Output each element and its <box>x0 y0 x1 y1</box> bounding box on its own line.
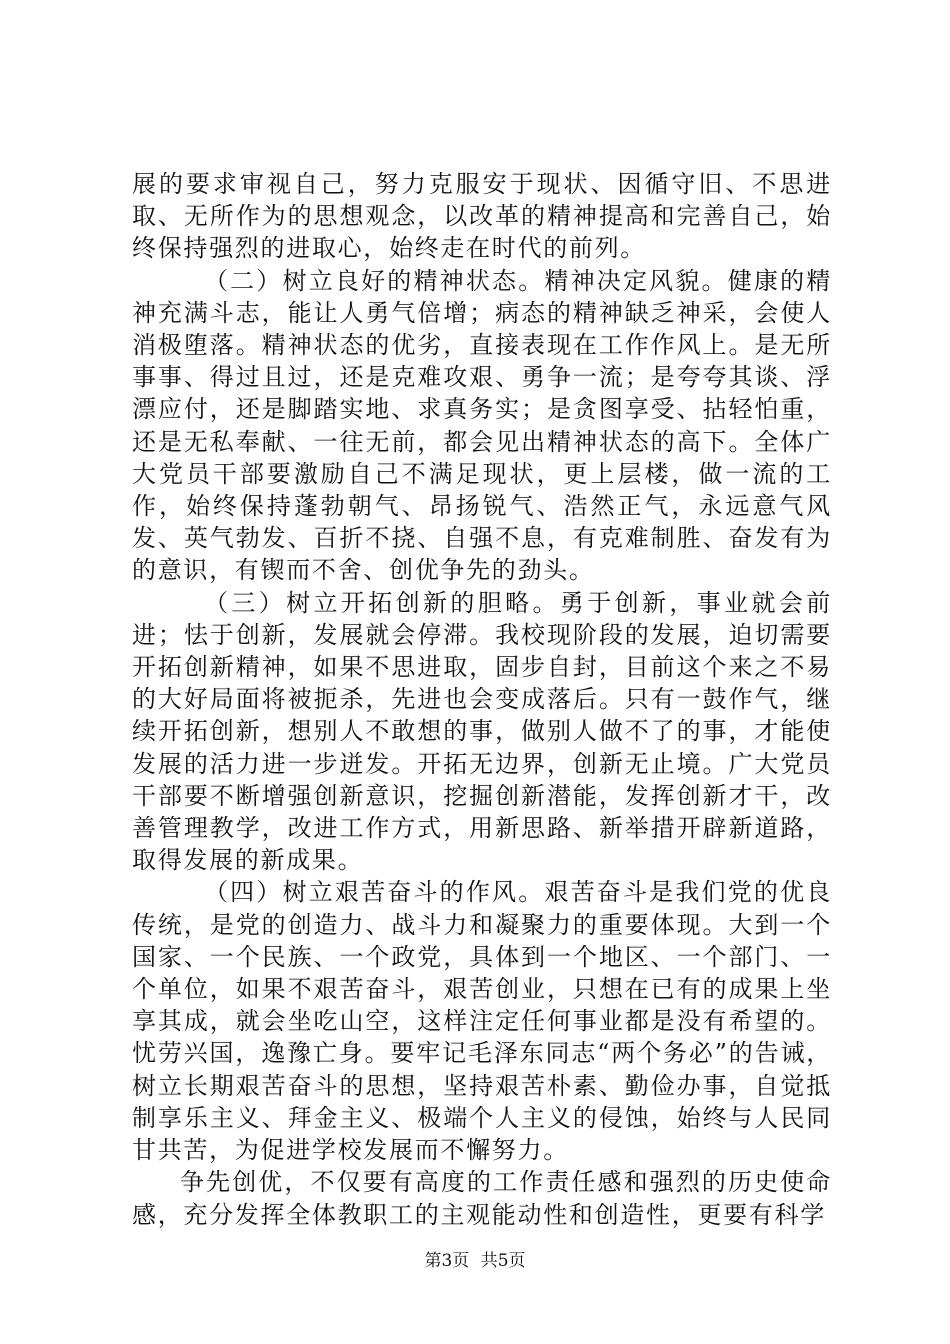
paragraph-section-3: （三）树立开拓创新的胆略。勇于创新，事业就会前进；怯于创新，发展就会停滞。我校现阶段的发展，迫切需要开拓创新精神，如果不思进取，固步自封，目前这个来之不易的大好局面将被扼杀，先进也会变成落后。只有一鼓作气，继续开拓创新，想别人不敢想的事，做别人做不了的事，才能使发展的活力进一步迸发。开拓无边界，创新无止境。广大党员干部要不断增强创新意识，挖掘创新潜能，发挥创新才干，改善管理教学，改进工作方式，用新思路、新举措开辟新道路，取得发展的新成果。 <box>132 588 832 875</box>
paragraph-continuation: 展的要求审视自己，努力克服安于现状、因循守旧、不思进取、无所作为的思想观念，以改革的精神提高和完善自己，始终保持强烈的进取心，始终走在时代的前列。 <box>132 170 832 263</box>
paragraph-section-2: （二）树立良好的精神状态。精神决定风貌。健康的精神充满斗志，能让人勇气倍增；病态的精神缺乏神采，会使人消极堕落。精神状态的优劣，直接表现在工作作风上。是无所事事、得过且过，还是克难攻艰、勇争一流；是夸夸其谈、浮漂应付，还是脚踏实地、求真务实；是贪图享受、拈轻怕重，还是无私奉献、一往无前，都会见出精神状态的高下。全体广大党员干部要激励自己不满足现状，更上层楼，做一流的工作，始终保持蓬勃朝气、昂扬锐气、浩然正气，永远意气风发、英气勃发、百折不挠、自强不息，有克难制胜、奋发有为的意识，有锲而不舍、创优争先的劲头。 <box>132 266 832 585</box>
total-pages: 共5页 <box>480 1251 526 1271</box>
paragraph-conclusion: 争先创优，不仅要有高度的工作责任感和强烈的历史使命感，充分发挥全体教职工的主观能动性和创造性，更要有科学 <box>132 1168 832 1229</box>
paragraph-section-4: （四）树立艰苦奋斗的作风。艰苦奋斗是我们党的优良传统，是党的创造力、战斗力和凝聚力的重要体现。大到一个国家、一个民族、一个政党，具体到一个地区、一个部门、一个单位，如果不艰苦奋斗，艰苦创业，只想在已有的成果上坐享其成，就会坐吃山空，这样注定任何事业都是没有希望的。忧劳兴国，逸豫亡身。要牢记毛泽东同志“两个务必”的告诫，树立长期艰苦奋斗的思想，坚持艰苦朴素、勤俭办事，自觉抵制享乐主义、拜金主义、极端个人主义的侵蚀，始终与人民同甘共苦，为促进学校发展而不懈努力。 <box>132 878 832 1165</box>
page-footer <box>0 1246 950 1271</box>
document-body <box>132 168 832 1231</box>
page-number: 第3页 <box>424 1251 470 1271</box>
